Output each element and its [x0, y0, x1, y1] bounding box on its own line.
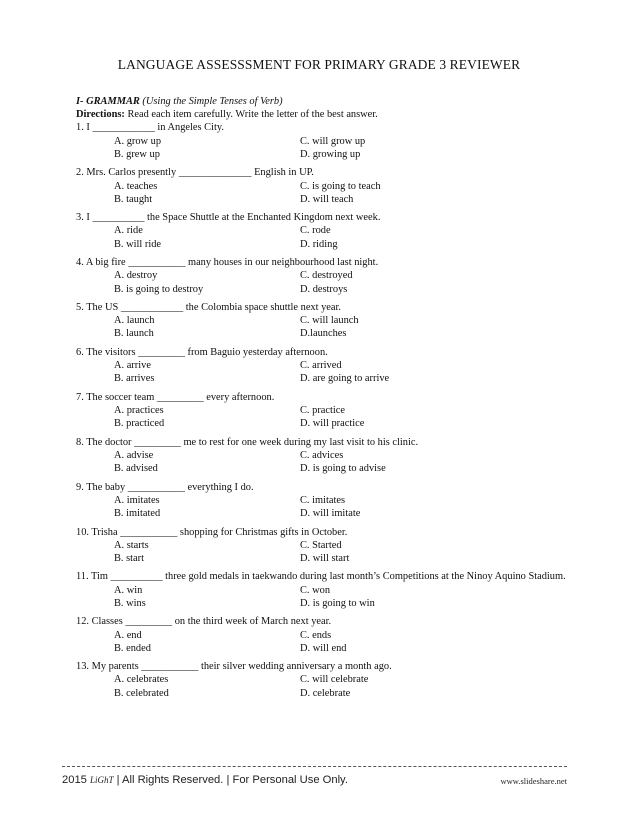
question-stem: 9. The baby ___________ everything I do.	[76, 481, 254, 493]
question-stem: 3. I __________ the Space Shuttle at the Enchanted Kingdom next week.	[76, 212, 381, 224]
option-c: C. practice	[300, 405, 346, 417]
option-b: B. start	[114, 552, 145, 564]
question-stem: 1. I ____________ in Angeles City.	[76, 122, 224, 134]
option-c: C. will launch	[300, 315, 359, 327]
answer-options	[114, 539, 596, 565]
option-d: D. are going to arrive	[300, 373, 390, 385]
option-a: A. grow up	[114, 135, 162, 147]
footer-copyright	[62, 774, 348, 786]
question-stem: 5. The US ____________ the Colombia space shuttle next year.	[76, 302, 342, 314]
directions-text: Read each item carefully. Write the letter of the best answer.	[124, 109, 378, 121]
option-b: B. will ride	[114, 238, 162, 250]
option-a: A. ride	[114, 225, 143, 237]
question-stem: 12. Classes _________ on the third week of March next year.	[76, 616, 332, 628]
option-d: D. growing up	[300, 148, 361, 160]
option-b: B. imitated	[114, 508, 161, 520]
option-d: D. will end	[300, 642, 347, 654]
question-item	[76, 301, 596, 341]
page-title: LANGUAGE ASSESSSMENT FOR PRIMARY GRADE 3 REVIEWER	[117, 57, 521, 72]
answer-options	[114, 404, 596, 430]
option-a: A. practices	[114, 405, 164, 417]
option-a: A. imitates	[114, 494, 160, 506]
option-a: A. arrive	[114, 360, 151, 372]
footer-brand: LiGhT	[90, 775, 114, 785]
option-c: C. advices	[300, 449, 344, 461]
option-d: D.launches	[300, 328, 347, 340]
question-item	[76, 346, 596, 386]
footer-year: 2015	[62, 774, 87, 786]
section-heading-note: (Using the Simple Tenses of Verb)	[142, 96, 283, 107]
answer-options	[114, 629, 596, 655]
question-item	[76, 615, 596, 655]
question-stem: 2. Mrs. Carlos presently ______________ English in UP.	[76, 167, 314, 179]
question-item	[76, 166, 596, 206]
option-c: C. imitates	[300, 494, 346, 506]
worksheet-body	[76, 95, 596, 705]
option-a: A. destroy	[114, 270, 158, 282]
directions-label: Directions:	[76, 109, 125, 121]
page-footer	[62, 774, 567, 790]
footer-rights: | All Rights Reserved. | For Personal Use Only.	[116, 774, 348, 786]
option-b: B. wins	[114, 597, 146, 609]
question-stem: 10. Trisha ___________ shopping for Christmas gifts in October.	[76, 526, 348, 538]
option-a: A. launch	[114, 315, 155, 327]
option-a: A. advise	[114, 449, 154, 461]
question-item	[76, 391, 596, 431]
question-item	[76, 526, 596, 566]
option-a: A. starts	[114, 539, 149, 551]
answer-options	[114, 584, 596, 610]
option-a: A. end	[114, 629, 142, 641]
answer-options	[114, 314, 596, 340]
answer-options	[114, 180, 596, 206]
option-d: D. celebrate	[300, 687, 351, 699]
option-d: D. will practice	[300, 418, 365, 430]
option-c: C. destroyed	[300, 270, 353, 282]
question-stem: 4. A big fire ___________ many houses in our neighbourhood last night.	[76, 257, 379, 269]
option-b: B. is going to destroy	[114, 283, 204, 295]
option-b: B. advised	[114, 463, 158, 475]
answer-options	[114, 673, 596, 699]
option-c: C. won	[300, 584, 331, 596]
answer-options	[114, 494, 596, 520]
answer-options	[114, 449, 596, 475]
footer-divider	[62, 766, 567, 767]
answer-options	[114, 224, 596, 250]
option-d: D. riding	[300, 238, 338, 250]
section-heading	[76, 95, 596, 108]
question-item	[76, 660, 596, 700]
option-c: C. is going to teach	[300, 180, 381, 192]
option-c: C. rode	[300, 225, 331, 237]
option-c: C. will grow up	[300, 135, 366, 147]
option-a: A. teaches	[114, 180, 158, 192]
question-stem: 6. The visitors _________ from Baguio yesterday afternoon.	[76, 346, 328, 358]
footer-site-link[interactable]: www.slideshare.net	[500, 776, 567, 786]
question-item	[76, 211, 596, 251]
option-c: C. ends	[300, 629, 332, 641]
answer-options	[114, 135, 596, 161]
option-d: D. is going to advise	[300, 463, 386, 475]
answer-options	[114, 359, 596, 385]
question-item	[76, 481, 596, 521]
option-d: D. will teach	[300, 193, 354, 205]
directions	[76, 108, 596, 121]
option-d: D. will start	[300, 552, 350, 564]
question-stem: 11. Tim __________ three gold medals in taekwando during last month’s Competitions at the Ninoy Aquino Stadium.	[76, 571, 566, 583]
option-b: B. launch	[114, 328, 154, 340]
option-c: C. arrived	[300, 360, 342, 372]
question-stem: 13. My parents ___________ their silver wedding anniversary a month ago.	[76, 661, 392, 673]
question-stem: 8. The doctor _________ me to rest for one week during my last visit to his clinic.	[76, 436, 419, 448]
option-d: D. destroys	[300, 283, 348, 295]
option-a: A. win	[114, 584, 143, 596]
option-a: A. celebrates	[114, 674, 169, 686]
option-b: B. grew up	[114, 148, 160, 160]
question-item	[76, 121, 596, 161]
answer-options	[114, 269, 596, 295]
option-c: C. will celebrate	[300, 674, 369, 686]
option-b: B. celebrated	[114, 687, 169, 699]
option-b: B. practiced	[114, 418, 165, 430]
question-item	[76, 256, 596, 296]
option-d: D. will imitate	[300, 508, 361, 520]
question-stem: 7. The soccer team _________ every afternoon.	[76, 391, 275, 403]
question-item	[76, 436, 596, 476]
option-b: B. arrives	[114, 373, 155, 385]
question-item	[76, 570, 596, 610]
option-b: B. taught	[114, 193, 153, 205]
option-d: D. is going to win	[300, 597, 375, 609]
option-b: B. ended	[114, 642, 151, 654]
option-c: C. Started	[300, 539, 342, 551]
section-heading-label: I- GRAMMAR	[76, 96, 140, 107]
